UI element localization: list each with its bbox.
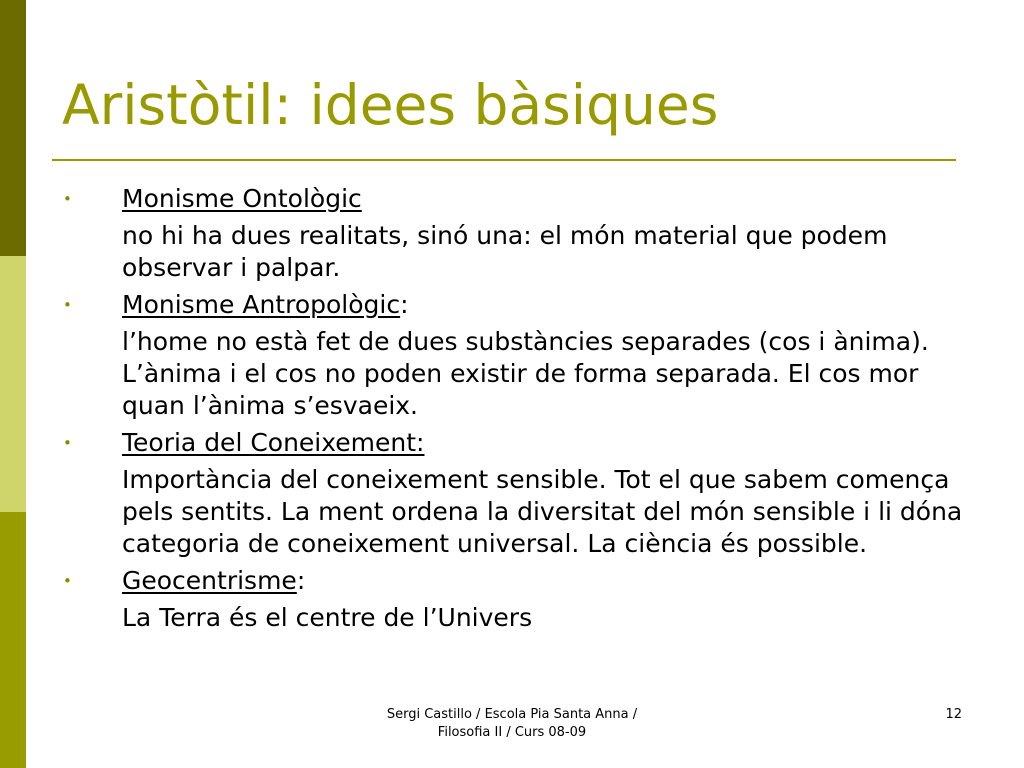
page-number: 12 [945, 707, 962, 722]
bullet-icon: • [63, 190, 72, 208]
bullet-item-monisme-ontologic [62, 183, 982, 284]
footer-line-1: Sergi Castillo / Escola Pia Santa Anna / [386, 707, 638, 722]
slide-content [62, 183, 982, 639]
bullet-icon: • [63, 434, 72, 452]
bullet-item-teoria-coneixement [62, 427, 982, 560]
slide-title: Aristòtil: idees bàsiques [62, 73, 719, 137]
footer-line-2: Filosofia II / Curs 08-09 [437, 725, 587, 740]
bullet-item-geocentrisme [62, 565, 982, 634]
bullet-description: no hi ha dues realitats, sinó una: el món material que podem observar i palpar. [122, 221, 888, 282]
side-bar-bottom [0, 512, 26, 768]
bullet-description: Importància del coneixement sensible. Tot el que sabem comença pels sentits. La ment ordena la diversitat del món sensible i li dóna categoria de coneixement universal. La ciència és possible. [122, 465, 963, 558]
side-bar-middle [0, 256, 26, 512]
bullet-description: La Terra és el centre de l’Univers [122, 603, 533, 632]
bullet-heading: Monisme Ontològic [122, 184, 362, 213]
bullet-heading: Geocentrisme: [122, 566, 306, 595]
bullet-icon: • [63, 572, 72, 590]
side-bar-top [0, 0, 26, 256]
bullet-heading: Teoria del Coneixement: [122, 428, 425, 457]
bullet-item-monisme-antropologic [62, 289, 982, 422]
bullet-heading: Monisme Antropològic: [122, 290, 409, 319]
bullet-icon: • [63, 296, 72, 314]
title-divider [52, 159, 956, 161]
footer-credits [352, 706, 672, 742]
bullet-description: l’home no està fet de dues substàncies separades (cos i ànima). L’ànima i el cos no poden existir de forma separada. El cos mor quan l’ànima s’esvaeix. [122, 327, 929, 420]
